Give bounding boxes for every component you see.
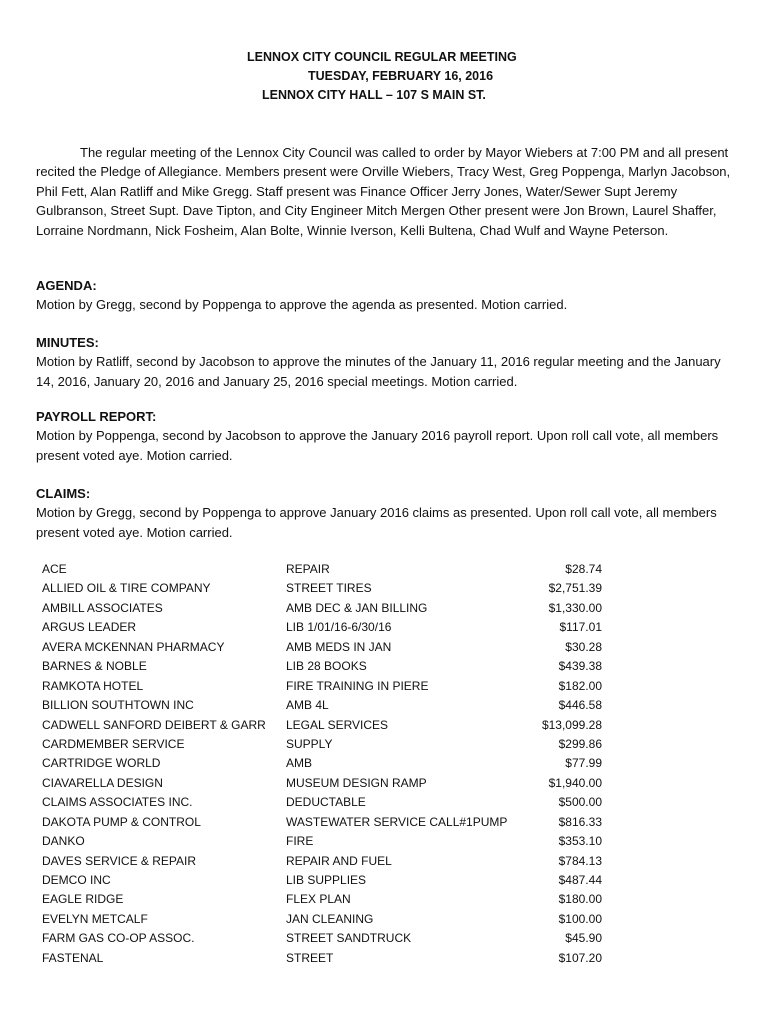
claim-row	[42, 832, 612, 851]
claim-amount: $500.00	[558, 795, 602, 810]
claim-row	[42, 716, 612, 735]
claim-row	[42, 677, 612, 696]
claim-description: AMB MEDS IN JAN	[286, 639, 392, 654]
claim-description: FIRE	[286, 834, 314, 849]
claim-vendor: CADWELL SANFORD DEIBERT & GARR	[42, 717, 266, 732]
claim-vendor: RAMKOTA HOTEL	[42, 678, 144, 693]
claim-description: DEDUCTABLE	[286, 795, 366, 810]
claim-amount: $182.00	[558, 678, 602, 693]
agenda-title: AGENDA:	[36, 278, 97, 293]
claim-description: AMB DEC & JAN BILLING	[286, 600, 428, 615]
claim-row	[42, 754, 612, 773]
agenda-text: Motion by Gregg, second by Poppenga to approve the agenda as presented. Motion carried.	[36, 297, 568, 313]
claim-amount: $180.00	[558, 892, 602, 907]
heading-line-1: LENNOX CITY COUNCIL REGULAR MEETING	[247, 50, 517, 64]
claims-table	[42, 560, 612, 968]
claim-row	[42, 618, 612, 637]
claim-vendor: AMBILL ASSOCIATES	[42, 600, 163, 615]
claim-description: MUSEUM DESIGN RAMP	[286, 775, 427, 790]
claim-description: LIB 1/01/16-6/30/16	[286, 620, 392, 635]
claim-row	[42, 949, 612, 968]
claim-row	[42, 599, 612, 618]
claim-row	[42, 793, 612, 812]
claims-title: CLAIMS:	[36, 486, 91, 501]
claims-section	[36, 484, 736, 542]
claim-amount: $299.86	[558, 736, 602, 751]
claim-vendor: CARDMEMBER SERVICE	[42, 736, 185, 751]
claim-vendor: EVELYN METCALF	[42, 911, 148, 926]
claim-vendor: ARGUS LEADER	[42, 620, 137, 635]
claim-vendor: ALLIED OIL & TIRE COMPANY	[42, 581, 211, 596]
claim-description: LIB 28 BOOKS	[286, 659, 367, 674]
claim-vendor: DEMCO INC	[42, 873, 111, 887]
claim-amount: $439.38	[558, 659, 602, 674]
claim-description: STREET	[286, 950, 334, 965]
claim-vendor: ACE	[42, 562, 67, 576]
claim-row	[42, 813, 612, 832]
claim-row	[42, 929, 612, 948]
claim-vendor: CLAIMS ASSOCIATES INC.	[42, 795, 193, 810]
claim-amount: $100.00	[558, 911, 602, 926]
claim-amount: $446.58	[558, 698, 602, 713]
claim-amount: $2,751.39	[548, 581, 602, 596]
claim-row	[42, 774, 612, 793]
claim-amount: $28.74	[565, 562, 602, 576]
claim-amount: $117.01	[559, 620, 602, 635]
claim-amount: $487.44	[558, 873, 602, 887]
intro-text: The regular meeting of the Lennox City Council was called to order by Mayor Wiebers at 7:00 PM and all present recited the Pledge of Allegiance. Members present were Orville Wiebers, Tracy West, Greg Poppenga, Marlyn Jacobson, Phil Fett, Alan Ratliff and Mike Gregg. Staff present was Finance Officer Jerry Jones, Water/Sewer Supt Jeremy Gulbranson, Street Supt. Dave Tipton, and City Engineer Mitch Mergen Other present were Jon Brown, Laurel Shaffer, Lorraine Nordmann, Nick Fosheim, Alan Bolte, Winnie Iverson, Kelli Bultena, Chad Wulf and Wayne Peterson.	[36, 145, 731, 238]
claim-vendor: FARM GAS CO-OP ASSOC.	[42, 931, 195, 946]
claim-row	[42, 560, 612, 579]
heading-line-3: LENNOX CITY HALL – 107 S MAIN ST.	[262, 88, 486, 102]
claim-amount: $77.99	[565, 756, 602, 771]
intro-paragraph	[36, 143, 736, 240]
claim-vendor: AVERA MCKENNAN PHARMACY	[42, 639, 225, 654]
claim-vendor: EAGLE RIDGE	[42, 892, 124, 907]
claims-text: Motion by Gregg, second by Poppenga to approve January 2016 claims as presented. Upon roll call vote, all members present voted aye. Motion carried.	[36, 505, 717, 540]
claim-row	[42, 910, 612, 929]
claim-description: LIB SUPPLIES	[286, 873, 367, 887]
claim-vendor: FASTENAL	[42, 950, 104, 965]
claim-amount: $30.28	[565, 639, 602, 654]
claim-description: AMB 4L	[286, 698, 329, 713]
claim-description: LEGAL SERVICES	[286, 717, 389, 732]
minutes-section	[36, 333, 736, 391]
claim-vendor: DAKOTA PUMP & CONTROL	[42, 814, 201, 829]
agenda-section	[36, 276, 736, 315]
claim-description: REPAIR	[286, 562, 330, 576]
payroll-section	[36, 407, 736, 465]
claim-row	[42, 657, 612, 676]
claim-row	[42, 696, 612, 715]
claim-vendor: DANKO	[42, 834, 85, 849]
claim-amount: $107.20	[558, 950, 602, 965]
claim-description: STREET SANDTRUCK	[286, 931, 412, 946]
minutes-text: Motion by Ratliff, second by Jacobson to approve the minutes of the January 11, 2016 regular meeting and the January 14, 2016, January 20, 2016 and January 25, 2016 special meetings. Motion carried.	[36, 354, 721, 389]
claim-amount: $45.90	[565, 931, 602, 946]
claim-row	[42, 579, 612, 598]
claim-row	[42, 638, 612, 657]
claim-description: AMB	[286, 756, 313, 771]
heading-line-2: TUESDAY, FEBRUARY 16, 2016	[308, 69, 494, 83]
payroll-text: Motion by Poppenga, second by Jacobson to approve the January 2016 payroll report. Upon roll call vote, all members present voted aye. Motion carried.	[36, 428, 719, 463]
claim-description: REPAIR AND FUEL	[286, 853, 392, 868]
claim-amount: $1,940.00	[548, 775, 602, 790]
claim-row	[42, 852, 612, 871]
minutes-title: MINUTES:	[36, 335, 99, 350]
claim-vendor: DAVES SERVICE & REPAIR	[42, 853, 197, 868]
claim-row	[42, 735, 612, 754]
claim-vendor: BARNES & NOBLE	[42, 659, 147, 674]
claim-amount: $353.10	[558, 834, 602, 849]
claim-row	[42, 871, 612, 890]
claim-description: FLEX PLAN	[286, 892, 351, 907]
claim-vendor: BILLION SOUTHTOWN INC	[42, 698, 194, 713]
claim-description: WASTEWATER SERVICE CALL#1PUMP	[286, 814, 508, 829]
claim-row	[42, 890, 612, 909]
claim-description: JAN CLEANING	[286, 911, 374, 926]
claim-amount: $1,330.00	[548, 600, 602, 615]
claim-description: SUPPLY	[286, 736, 333, 751]
claim-vendor: CARTRIDGE WORLD	[42, 756, 161, 771]
claim-amount: $784.13	[558, 853, 602, 868]
claim-vendor: CIAVARELLA DESIGN	[42, 775, 163, 790]
claim-description: STREET TIRES	[286, 581, 372, 596]
claim-description: FIRE TRAINING IN PIERE	[286, 678, 429, 693]
payroll-title: PAYROLL REPORT:	[36, 409, 157, 424]
claim-amount: $13,099.28	[541, 717, 602, 732]
claim-amount: $816.33	[558, 814, 602, 829]
